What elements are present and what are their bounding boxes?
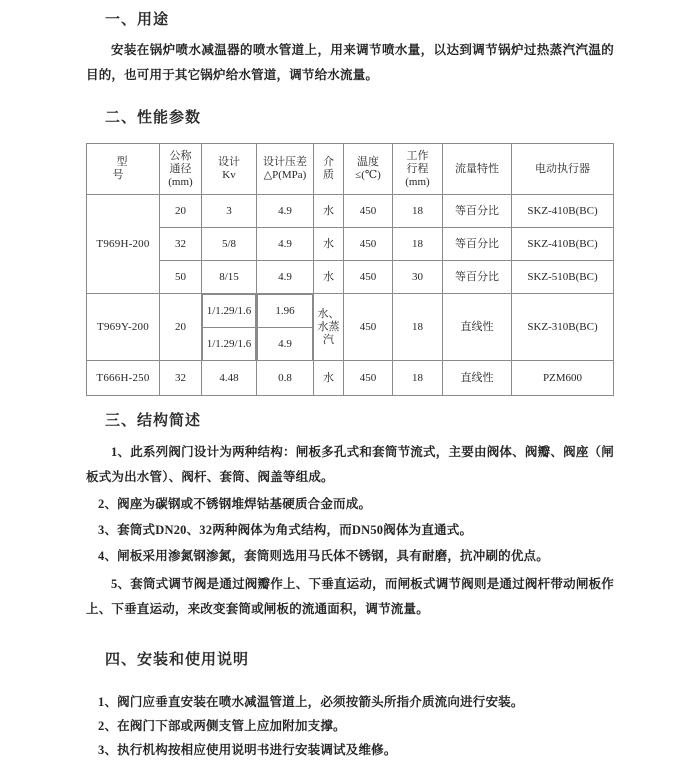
header-temp-line2: ≤(℃) (355, 169, 381, 181)
cell-kv: 1/1.29/1.6 (203, 295, 256, 328)
header-stroke-line1: 工作 (406, 149, 429, 162)
cell-model-t969y: T969Y-200 (87, 294, 160, 361)
header-stroke-line2: 行程 (406, 162, 429, 175)
cell-kv: 3 (202, 195, 257, 228)
header-design-pressure-diff (257, 144, 314, 195)
cell-flow: 等百分比 (443, 195, 512, 228)
cell-dp-split (257, 294, 314, 361)
install-item-2: 2、在阀门下部或两侧支管上应加附加支撑。 (98, 719, 346, 733)
cell-stroke: 18 (393, 361, 443, 396)
cell-medium-line1: 水、 (317, 307, 340, 320)
kv-sub-table (202, 294, 256, 360)
cell-dn: 32 (160, 228, 202, 261)
section-heading-performance: 二、性能参数 (105, 109, 202, 126)
cell-dp: 4.9 (258, 328, 313, 361)
cell-stroke: 30 (393, 261, 443, 294)
cell-actuator: PZM600 (512, 361, 614, 396)
cell-actuator: SKZ-410B(BC) (512, 195, 614, 228)
cell-flow: 直线性 (443, 294, 512, 361)
cell-dp: 4.9 (257, 195, 314, 228)
cell-kv-split (202, 294, 257, 361)
header-kv-line1: 设计 (218, 156, 240, 168)
cell-actuator: SKZ-310B(BC) (512, 294, 614, 361)
table-header-row (87, 144, 614, 195)
cell-medium: 水 (314, 228, 344, 261)
cell-medium (314, 294, 344, 361)
cell-flow: 直线性 (443, 361, 512, 396)
cell-dp: 1.96 (258, 295, 313, 328)
cell-stroke: 18 (393, 228, 443, 261)
header-actuator: 电动执行器 (512, 144, 614, 195)
cell-stroke: 18 (393, 195, 443, 228)
header-kv-line2: Kv (222, 169, 236, 181)
spec-table-container (86, 143, 614, 396)
table-row (87, 195, 614, 228)
cell-kv: 5/8 (202, 228, 257, 261)
header-flow-characteristic: 流量特性 (443, 144, 512, 195)
structure-item-5: 5、套筒式调节阀是通过阀瓣作上、下垂直运动，而闸板式调节阀则是通过阀杆带动闸板作上、下垂直运动，来改变套筒或闸板的流通面积，调节流量。 (86, 577, 614, 616)
cell-actuator: SKZ-510B(BC) (512, 261, 614, 294)
cell-temp: 450 (344, 228, 393, 261)
table-row (87, 228, 614, 261)
cell-model-t666h: T666H-250 (87, 361, 160, 396)
cell-dp: 4.9 (257, 261, 314, 294)
cell-kv: 1/1.29/1.6 (203, 328, 256, 361)
section-heading-installation: 四、安装和使用说明 (105, 651, 250, 668)
header-nd-line1: 公称 (169, 149, 192, 162)
dp-sub-table (257, 294, 313, 360)
cell-temp: 450 (344, 294, 393, 361)
cell-model-t969h: T969H-200 (87, 195, 160, 294)
cell-temp: 450 (344, 195, 393, 228)
cell-dn: 32 (160, 361, 202, 396)
cell-medium-line2: 水蒸汽 (317, 320, 340, 346)
paragraph-usage-intro: 安装在锅炉喷水减温器的喷水管道上，用来调节喷水量，以达到调节锅炉过热蒸汽汽温的目的，也可用于其它锅炉给水管道，调节给水流量。 (86, 43, 614, 82)
header-working-stroke (393, 144, 443, 195)
header-temperature (344, 144, 393, 195)
header-dp-line2: △P(MPa) (263, 169, 307, 181)
cell-stroke: 18 (393, 294, 443, 361)
install-item-3: 3、执行机构按相应使用说明书进行安装调试及维修。 (98, 743, 397, 757)
table-row (87, 294, 614, 361)
header-medium-line2: 质 (323, 169, 334, 181)
cell-kv: 8/15 (202, 261, 257, 294)
header-model (87, 144, 180, 195)
cell-flow: 等百分比 (443, 261, 512, 294)
structure-item-1: 1、此系列阀门设计为两种结构：闸板多孔式和套筒节流式，主要由阀体、阀瓣、阀座（闸板式为出水管）、阀杆、套筒、阀盖等组成。 (86, 445, 614, 484)
table-row (87, 261, 614, 294)
cell-medium: 水 (314, 361, 344, 396)
header-temp-line1: 温度 (357, 156, 379, 168)
header-nd-line3: (mm) (168, 175, 193, 188)
header-dp-line1: 设计压差 (263, 156, 307, 168)
cell-temp: 450 (344, 361, 393, 396)
header-design-kv (202, 144, 257, 195)
section-heading-structure: 三、结构简述 (105, 412, 202, 429)
header-medium (314, 144, 344, 195)
header-stroke-line3: (mm) (405, 175, 430, 188)
cell-medium: 水 (314, 261, 344, 294)
performance-parameter-table (86, 143, 614, 396)
section-heading-usage: 一、用途 (105, 11, 170, 28)
structure-item-2: 2、阀座为碳钢或不锈钢堆焊钴基硬质合金而成。 (98, 497, 372, 511)
structure-item-3: 3、套筒式DN20、32两种阀体为角式结构，而DN50阀体为直通式。 (98, 523, 473, 537)
cell-dn: 50 (160, 261, 202, 294)
header-model-label: 型 号 (112, 156, 180, 181)
cell-medium: 水 (314, 195, 344, 228)
cell-dn: 20 (160, 294, 202, 361)
cell-actuator: SKZ-410B(BC) (512, 228, 614, 261)
header-nominal-diameter (160, 144, 202, 195)
install-item-1: 1、阀门应垂直安装在喷水减温管道上，必须按箭头所指介质流向进行安装。 (98, 695, 524, 709)
cell-flow: 等百分比 (443, 228, 512, 261)
header-nd-line2: 通径 (169, 162, 192, 175)
cell-dp: 0.8 (257, 361, 314, 396)
header-medium-line1: 介 (323, 156, 334, 168)
cell-dn: 20 (160, 195, 202, 228)
cell-kv: 4.48 (202, 361, 257, 396)
structure-item-4: 4、闸板采用渗氮钢渗氮，套筒则选用马氏体不锈钢，具有耐磨，抗冲刷的优点。 (98, 549, 549, 563)
cell-temp: 450 (344, 261, 393, 294)
cell-dp: 4.9 (257, 228, 314, 261)
table-row (87, 361, 614, 396)
